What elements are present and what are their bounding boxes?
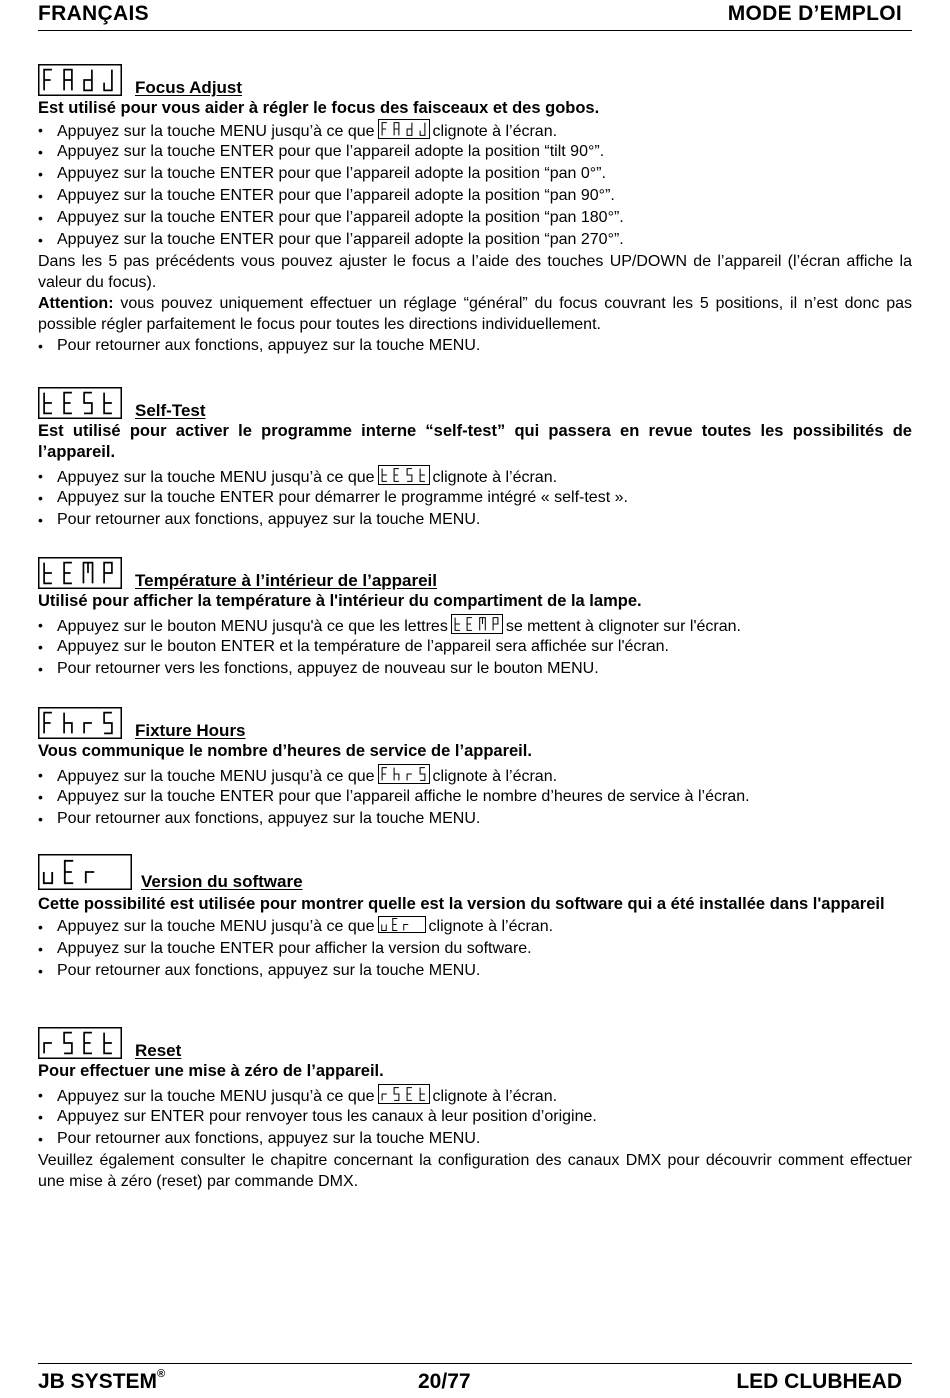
list-item: • Appuyez sur le bouton ENTER et la température de l’appareil sera affichée sur l'écran. [38, 636, 912, 658]
instruction-list [38, 1084, 912, 1150]
section-software-version [38, 854, 912, 982]
paragraph-focus-note: Dans les 5 pas précédents vous pouvez ajuster le focus a l’aide des touches UP/DOWN de l’appareil (l’écran affiche la valeur du focus). [38, 253, 912, 291]
section-self-test [38, 387, 912, 531]
list-item: • Appuyez sur la touche ENTER pour que l’appareil affiche le nombre d’heures de service à l’écran. [38, 786, 912, 808]
section-title: Reset [135, 1041, 182, 1060]
list-item: • Appuyez sur la touche MENU jusqu’à ce que clignote à l’écran. [38, 764, 912, 786]
section-temperature [38, 557, 912, 680]
attention-label: Attention: [38, 295, 114, 312]
section-reset [38, 1027, 912, 1192]
instruction-list [38, 119, 912, 251]
section-fixture-hours [38, 707, 912, 830]
lcd-display-fadj-inline [378, 119, 430, 139]
section-title: Self-Test [135, 401, 206, 420]
lcd-display-temp-inline [451, 614, 503, 634]
section-intro: Pour effectuer une mise à zéro de l’appareil. [38, 1062, 384, 1080]
section-intro: Utilisé pour afficher la température à l'intérieur du compartiment de la lampe. [38, 592, 642, 610]
list-item: • Pour retourner aux fonctions, appuyez sur la touche MENU. [38, 960, 912, 982]
list-item: • Pour retourner aux fonctions, appuyez sur la touche MENU. [38, 335, 912, 357]
instruction-list [38, 614, 912, 680]
list-item: • Appuyez sur la touche ENTER pour que l’appareil adopte la position “pan 270°”. [38, 229, 912, 251]
lcd-display-rset [38, 1027, 122, 1059]
list-item: • Appuyez sur la touche ENTER pour que l’appareil adopte la position “pan 180°”. [38, 207, 912, 229]
instruction-list [38, 764, 912, 830]
section-intro: Cette possibilité est utilisée pour montrer quelle est la version du software qui a été installée dans l'appareil [38, 895, 885, 913]
lcd-display-ver [38, 854, 132, 890]
lcd-display-ver-inline [378, 916, 426, 933]
paragraph-attention: Attention: vous pouvez uniquement effectuer un réglage “général” du focus couvrant les 5 positions, il n’est donc pas possible régler parfaitement le focus pour toutes les directions individuellement. [38, 295, 912, 333]
section-title: Température à l’intérieur de l’appareil [135, 571, 438, 590]
list-item: • Appuyez sur la touche ENTER pour que l’appareil adopte la position “pan 90°”. [38, 185, 912, 207]
instruction-list [38, 465, 912, 531]
page-header [38, 0, 912, 31]
section-intro: Est utilisé pour vous aider à régler le focus des faisceaux et des gobos. [38, 99, 600, 117]
section-focus-adjust [38, 64, 912, 357]
lcd-display-fhrs [38, 707, 122, 739]
list-item: • Appuyez sur la touche MENU jusqu’à ce que clignote à l’écran. [38, 916, 912, 938]
list-item: • Appuyez sur la touche ENTER pour démarrer le programme intégré « self-test ». [38, 487, 912, 509]
page-number: 20/77 [418, 1370, 471, 1393]
instruction-list [38, 335, 912, 357]
list-item: • Appuyez sur le bouton MENU jusqu'à ce que les lettres se mettent à clignoter sur l'écran. [38, 614, 912, 636]
paragraph-dmx-note: Veuillez également consulter le chapitre concernant la configuration des canaux DMX pour découvrir comment effectuer une mise à zéro (reset) par commande DMX. [38, 1152, 912, 1190]
list-item: • Appuyez sur la touche ENTER pour afficher la version du software. [38, 938, 912, 960]
list-item: • Pour retourner aux fonctions, appuyez sur la touche MENU. [38, 808, 912, 830]
section-title: Version du software [141, 872, 303, 891]
lcd-display-rset-inline [378, 1084, 430, 1104]
list-item: • Appuyez sur la touche MENU jusqu’à ce que clignote à l’écran. [38, 465, 912, 487]
list-item: • Appuyez sur la touche MENU jusqu’à ce que clignote à l’écran. [38, 1084, 912, 1106]
list-item: • Appuyez sur la touche MENU jusqu’à ce que clignote à l’écran. [38, 119, 912, 141]
section-intro: Est utilisé pour activer le programme interne “self-test” qui passera en revue toutes les possibilités de l’appareil. [38, 422, 912, 461]
list-item: • Appuyez sur la touche ENTER pour que l’appareil adopte la position “pan 0°”. [38, 163, 912, 185]
lcd-display-fhrs-inline [378, 764, 430, 784]
lcd-display-temp [38, 557, 122, 589]
lcd-display-fadj [38, 64, 122, 96]
list-item: • Pour retourner aux fonctions, appuyez sur la touche MENU. [38, 509, 912, 531]
list-item: • Pour retourner vers les fonctions, appuyez de nouveau sur le bouton MENU. [38, 658, 912, 680]
lcd-display-test-inline [378, 465, 430, 485]
header-doc-type: MODE D’EMPLOI [727, 2, 902, 25]
list-item: • Appuyez sur la touche ENTER pour que l’appareil adopte la position “tilt 90°”. [38, 141, 912, 163]
header-language: FRANÇAIS [38, 2, 149, 25]
footer-product: LED CLUBHEAD [736, 1370, 902, 1393]
section-title: Focus Adjust [135, 78, 243, 97]
list-item: • Pour retourner aux fonctions, appuyez sur la touche MENU. [38, 1128, 912, 1150]
section-intro: Vous communique le nombre d’heures de service de l’appareil. [38, 742, 532, 760]
page-footer [38, 1363, 912, 1398]
list-item: • Appuyez sur ENTER pour renvoyer tous les canaux à leur position d’origine. [38, 1106, 912, 1128]
footer-brand: JB SYSTEM® [38, 1368, 166, 1393]
section-title: Fixture Hours [135, 721, 246, 740]
instruction-list [38, 916, 912, 982]
registered-mark: ® [157, 1368, 166, 1380]
lcd-display-test [38, 387, 122, 419]
